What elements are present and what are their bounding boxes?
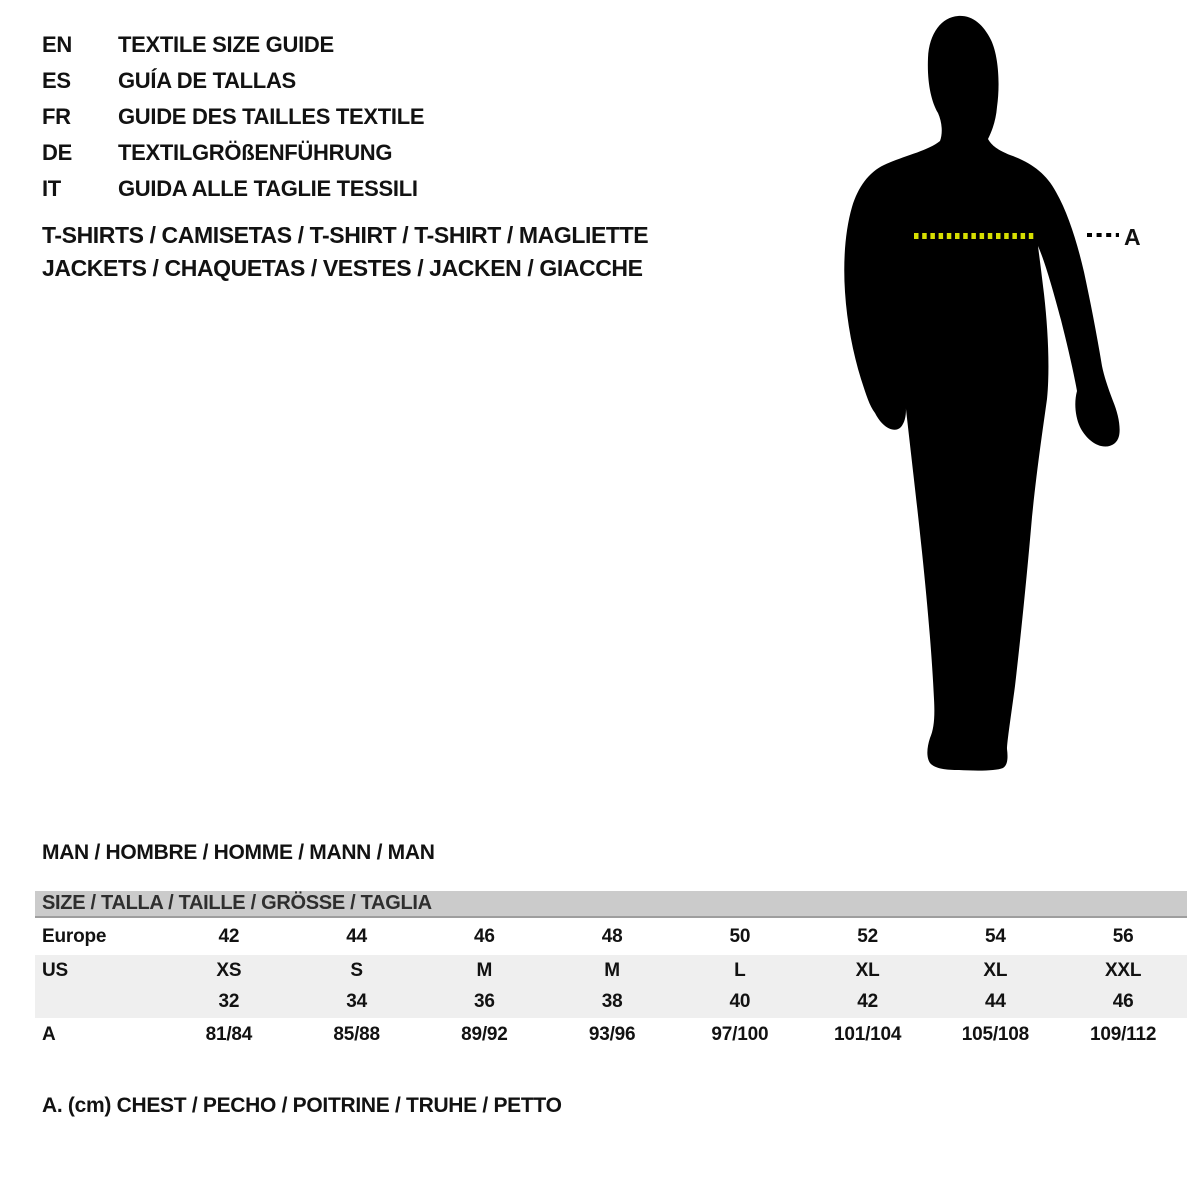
size-cell: 50: [729, 925, 751, 947]
language-label: GUÍA DE TALLAS: [118, 68, 296, 93]
row-label: Europe: [42, 925, 107, 947]
size-cell: 97/100: [711, 1023, 769, 1045]
size-cell: M: [476, 959, 493, 981]
size-cell: 85/88: [333, 1023, 380, 1045]
size-cell: 101/104: [833, 1023, 902, 1045]
size-cell: 46: [1112, 991, 1134, 1012]
size-table: [35, 891, 1187, 1051]
size-cell: 89/92: [461, 1023, 508, 1045]
size-cell: 52: [857, 925, 878, 947]
language-code: FR: [42, 104, 71, 129]
size-cell: 44: [346, 925, 367, 947]
size-cell: M: [604, 959, 620, 981]
table-row-europe: [35, 918, 1187, 955]
size-cell: 40: [729, 991, 751, 1012]
language-code: DE: [42, 140, 72, 165]
section-title-man: MAN / HOMBRE / HOMME / MANN / MAN: [42, 841, 435, 864]
language-label: GUIDA ALLE TAGLIE TESSILI: [118, 176, 418, 201]
size-cell: 42: [857, 991, 878, 1012]
size-cell: 32: [218, 991, 240, 1012]
man-silhouette-shape: [844, 16, 1119, 771]
size-cell: 48: [601, 925, 623, 947]
size-cell: 34: [346, 991, 367, 1012]
language-code: IT: [42, 176, 61, 201]
table-row-us: [35, 955, 1187, 986]
measurement-footnote: A. (cm) CHEST / PECHO / POITRINE / TRUHE / PETTO: [42, 1094, 562, 1117]
size-cell: 36: [474, 991, 495, 1012]
language-code: ES: [42, 68, 71, 93]
size-cell: XS: [216, 959, 242, 981]
size-cell: XXL: [1104, 959, 1142, 981]
size-cell: 44: [985, 991, 1006, 1012]
category-line-tshirts: T-SHIRTS / CAMISETAS / T-SHIRT / T-SHIRT / MAGLIETTE: [42, 222, 649, 248]
size-cell: 105/108: [961, 1023, 1030, 1045]
language-label: TEXTILE SIZE GUIDE: [118, 32, 334, 57]
size-cell: 42: [218, 925, 240, 947]
language-label: TEXTILGRÖßENFÜHRUNG: [118, 140, 393, 165]
size-cell: S: [350, 959, 363, 981]
row-label: [35, 986, 165, 1018]
category-line-jackets: JACKETS / CHAQUETAS / VESTES / JACKEN / GIACCHE: [42, 255, 643, 281]
size-cell: 38: [601, 991, 623, 1012]
size-cell: XL: [983, 959, 1008, 981]
size-table-header: SIZE / TALLA / TAILLE / GRÖSSE / TAGLIA: [35, 891, 1187, 918]
size-cell: 81/84: [205, 1023, 253, 1045]
measurement-label-a: A: [1124, 224, 1141, 250]
size-cell: L: [734, 959, 746, 981]
size-cell: 46: [474, 925, 495, 947]
row-label: A: [42, 1023, 56, 1045]
size-cell: XL: [855, 959, 880, 981]
size-table-grid: [35, 918, 1187, 1051]
language-label: GUIDE DES TAILLES TEXTILE: [118, 104, 425, 129]
size-cell: 109/112: [1090, 1023, 1157, 1045]
row-label: US: [42, 959, 68, 981]
table-row-chest-measurement: [35, 1018, 1187, 1051]
size-cell: 54: [985, 925, 1006, 947]
size-cell: 56: [1112, 925, 1134, 947]
language-code: EN: [42, 32, 72, 57]
table-row-us-numeric: [35, 986, 1187, 1018]
size-cell: 93/96: [588, 1023, 636, 1045]
